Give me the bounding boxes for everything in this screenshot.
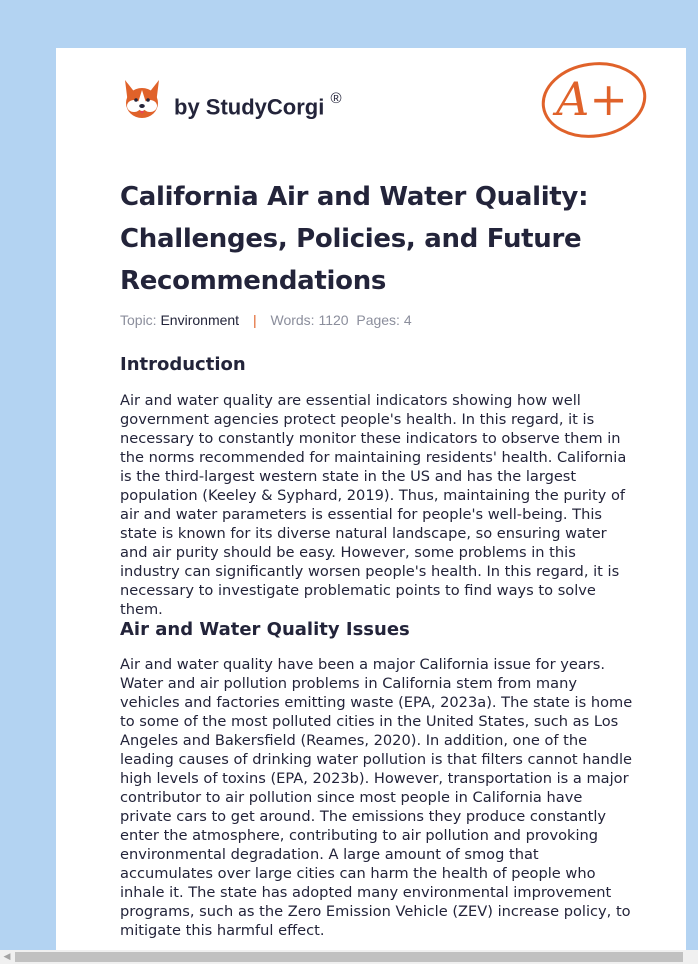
grade-text: A+ [556,72,628,126]
article-title: California Air and Water Quality: Challenges, Policies, and Future Recommendations [120,182,589,296]
scroll-left-arrow-icon[interactable]: ◀ [3,952,11,962]
section-heading-issues: Air and Water Quality Issues [120,619,410,640]
scrollbar-thumb[interactable] [15,952,683,962]
topic-link[interactable]: Environment [160,312,240,328]
pages-label: Pages: [356,312,400,328]
section-heading-introduction: Introduction [120,354,246,375]
horizontal-scrollbar[interactable] [0,950,698,964]
topic-label: Topic: [120,312,157,328]
meta-separator: | [252,312,257,328]
pages-count: 4 [403,312,412,328]
corgi-head-icon [125,80,159,118]
document-page [56,48,686,950]
section-text-issues: Air and water quality have been a major California issue for years. Water and air pollution problems in California stem from many vehicles and factories emitting waste (EPA, 2023a). The state is home to some of the most polluted cities in the United States, such as Los Angeles and Bakersfield (Reames, 2020). In addition, one of the leading causes of drinking water pollution is that filters cannot handle high levels of toxins (EPA, 2023b). However, transportation is a major contributor to air pollution since most people in California have private cars to get around. The emissions they produce constantly enter the atmosphere, contributing to air pollution and provoking environmental degradation. A large amount of smog that accumulates over large cities can harm the health of people who inhale it. The state has adopted many environmental improvement programs, such as the Zero Emission Vehicle (ZEV) increase policy, to mitigate this harmful effect. [120,656,633,939]
words-count: 1120 [318,312,349,328]
brand-name[interactable] [174,90,342,120]
brand-name-text: by StudyCorgi [174,94,325,120]
article-meta [120,312,412,328]
grade-badge-icon [538,60,648,140]
registered-mark: ® [330,90,342,107]
section-text-introduction: Air and water quality are essential indicators showing how well government agencies protect people's health. In this regard, it is necessary to constantly monitor these indicators to observe them in the norms recommended for maintaining residents' health. California is the third-largest western state in the US and has the largest population (Keeley & Syphard, 2019). Thus, maintaining the purity of air and water parameters is essential for people's well-being. This state is known for its diverse natural landscape, so ensuring water and air purity should be easy. However, some problems in this industry can significantly worsen people's health. In this regard, it is necessary to investigate problematic points to find ways to solve them. [120,392,627,618]
words-label: Words: [270,312,315,328]
